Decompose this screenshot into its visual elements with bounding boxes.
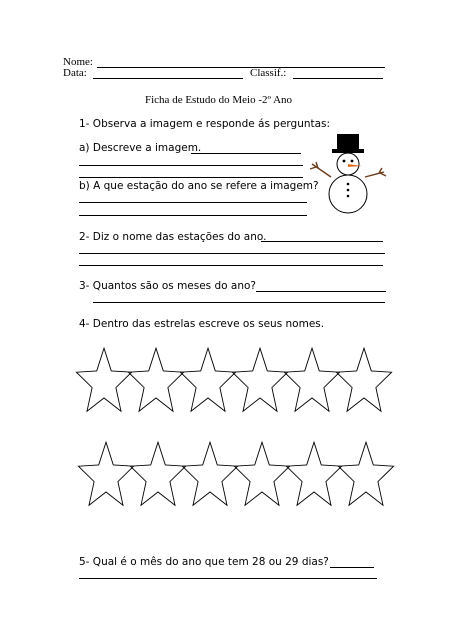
question-1: 1- Observa a imagem e responde ás perguntas: bbox=[79, 118, 331, 130]
question-1b: b) A que estação do ano se refere a imagem? bbox=[79, 180, 319, 192]
star-outline[interactable] bbox=[182, 442, 237, 505]
star-outline[interactable] bbox=[130, 442, 185, 505]
star-outline[interactable] bbox=[78, 442, 133, 505]
classif-label: Classif.: bbox=[250, 67, 287, 79]
answer-5-line-2[interactable] bbox=[79, 578, 377, 579]
star-outline[interactable] bbox=[128, 348, 183, 411]
star-outline[interactable] bbox=[234, 442, 289, 505]
star-outline[interactable] bbox=[284, 348, 339, 411]
star-outline[interactable] bbox=[76, 348, 131, 411]
question-5: 5- Qual é o mês do ano que tem 28 ou 29 dias? bbox=[79, 556, 329, 568]
star-outline[interactable] bbox=[286, 442, 341, 505]
page-title: Ficha de Estudo do Meio -2º Ano bbox=[145, 94, 293, 106]
star-outline[interactable] bbox=[180, 348, 235, 411]
date-label: Data: bbox=[63, 67, 87, 79]
answer-5-line-1[interactable] bbox=[330, 567, 374, 568]
star-outline[interactable] bbox=[336, 348, 391, 411]
name-label: Nome: bbox=[63, 56, 93, 68]
star-outline[interactable] bbox=[232, 348, 287, 411]
question-4: 4- Dentro das estrelas escreve os seus nomes. bbox=[79, 318, 325, 330]
question-2: 2- Diz o nome das estações do ano. bbox=[79, 231, 267, 243]
star-outline[interactable] bbox=[338, 442, 393, 505]
question-3: 3- Quantos são os meses do ano? bbox=[79, 280, 257, 292]
question-1a: a) Descreve a imagem. bbox=[79, 142, 202, 154]
